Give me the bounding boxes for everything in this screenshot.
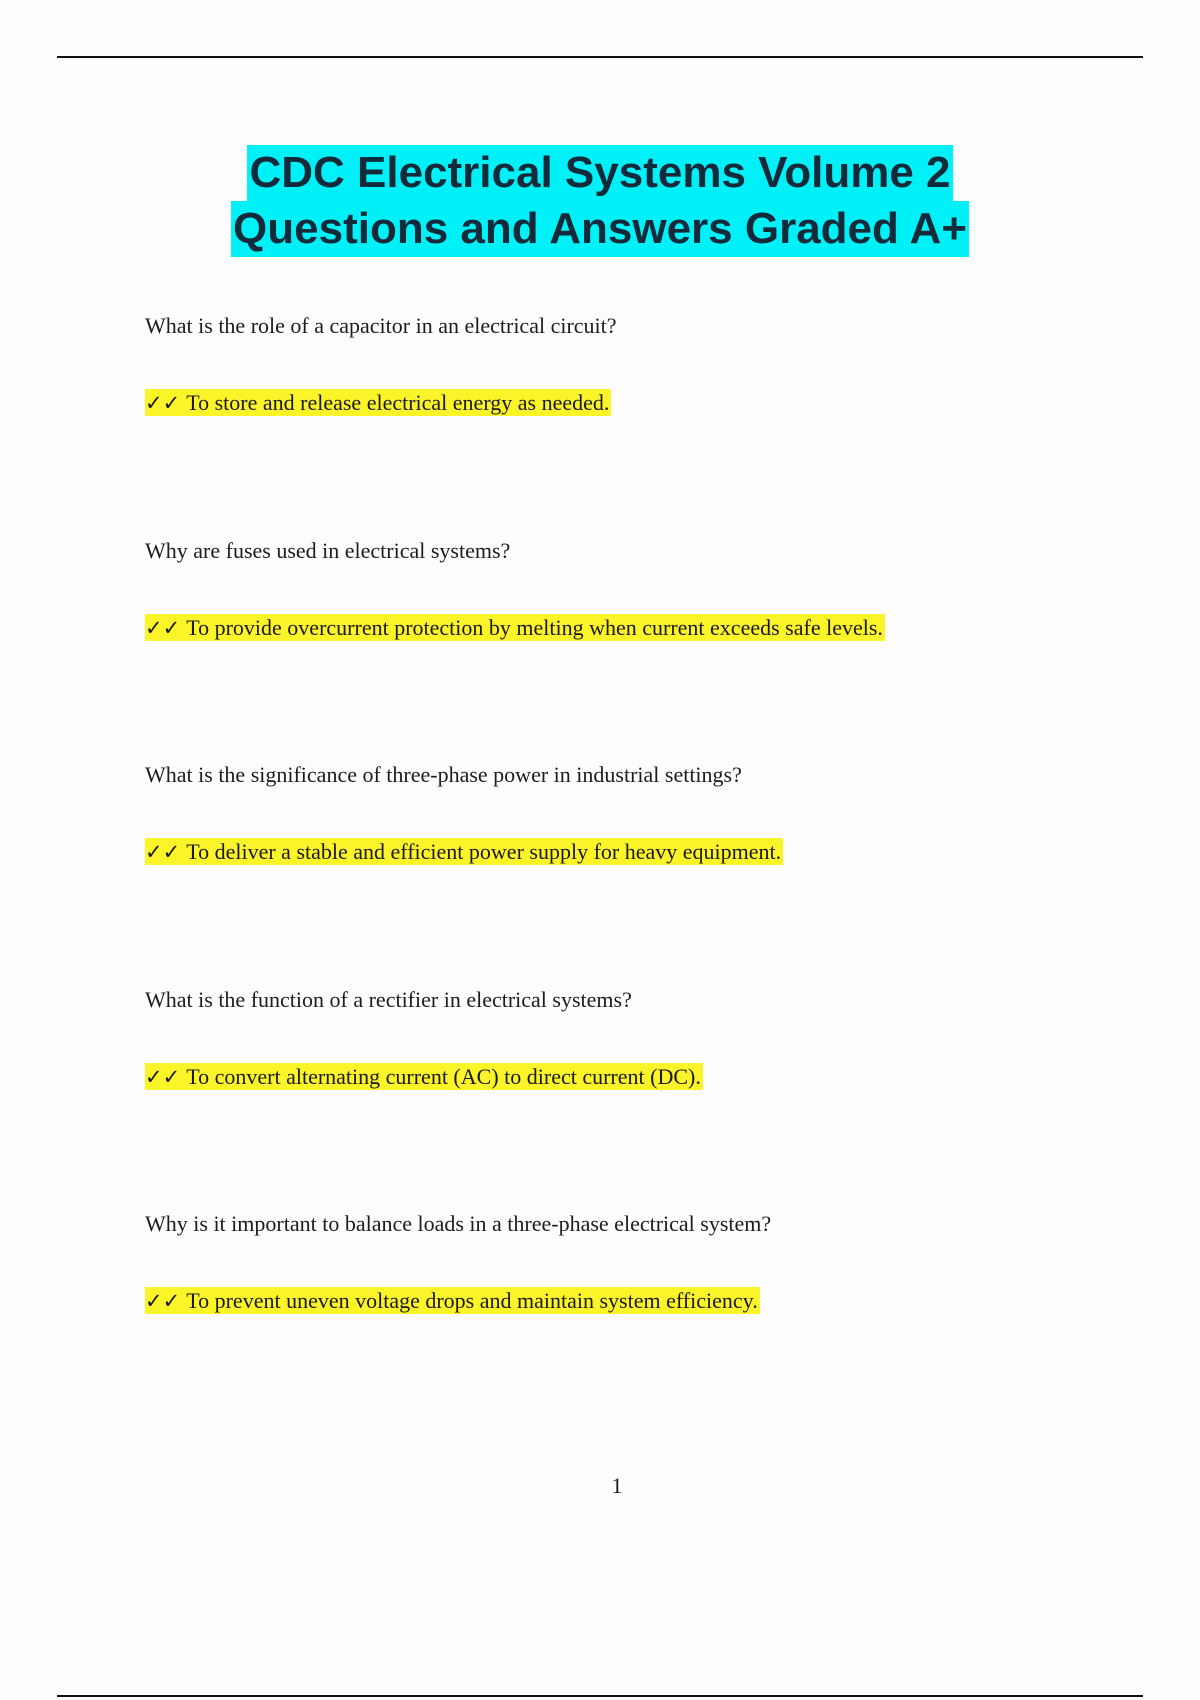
document-title bbox=[231, 145, 969, 257]
question-1: What is the role of a capacitor in an electrical circuit? bbox=[145, 313, 617, 338]
answer-2-text: To provide overcurrent protection by melting when current exceeds safe levels. bbox=[186, 615, 883, 640]
answer-3-text: To deliver a stable and efficient power supply for heavy equipment. bbox=[186, 839, 782, 864]
question-3: What is the significance of three-phase power in industrial settings? bbox=[145, 762, 742, 787]
answer-3 bbox=[145, 837, 783, 867]
title-line-1: CDC Electrical Systems Volume 2 bbox=[247, 145, 952, 201]
answer-5-text: To prevent uneven voltage drops and maintain system efficiency. bbox=[186, 1288, 758, 1313]
answer-2 bbox=[145, 613, 885, 643]
qa-item-2 bbox=[145, 537, 1105, 640]
qa-item-5 bbox=[145, 1210, 1105, 1313]
page-number: 1 bbox=[611, 1473, 623, 1498]
qa-item-1 bbox=[145, 312, 1105, 415]
answer-1 bbox=[145, 388, 611, 418]
double-check-icon: ✓✓ bbox=[145, 391, 181, 415]
qa-item-3 bbox=[145, 761, 1105, 864]
answer-4 bbox=[145, 1062, 703, 1092]
footer-rule bbox=[57, 1695, 1143, 1697]
double-check-icon: ✓✓ bbox=[145, 616, 181, 640]
double-check-icon: ✓✓ bbox=[145, 1289, 181, 1313]
header-rule bbox=[57, 56, 1143, 58]
question-2: Why are fuses used in electrical systems? bbox=[145, 538, 511, 563]
title-block bbox=[0, 145, 1200, 257]
question-4: What is the function of a rectifier in electrical systems? bbox=[145, 987, 632, 1012]
title-line-2: Questions and Answers Graded A+ bbox=[231, 201, 969, 257]
answer-4-text: To convert alternating current (AC) to direct current (DC). bbox=[186, 1064, 701, 1089]
question-5: Why is it important to balance loads in a three-phase electrical system? bbox=[145, 1211, 772, 1236]
double-check-icon: ✓✓ bbox=[145, 840, 181, 864]
answer-1-text: To store and release electrical energy as needed. bbox=[186, 390, 610, 415]
double-check-icon: ✓✓ bbox=[145, 1065, 181, 1089]
answer-5 bbox=[145, 1286, 760, 1316]
qa-item-4 bbox=[145, 986, 1105, 1089]
